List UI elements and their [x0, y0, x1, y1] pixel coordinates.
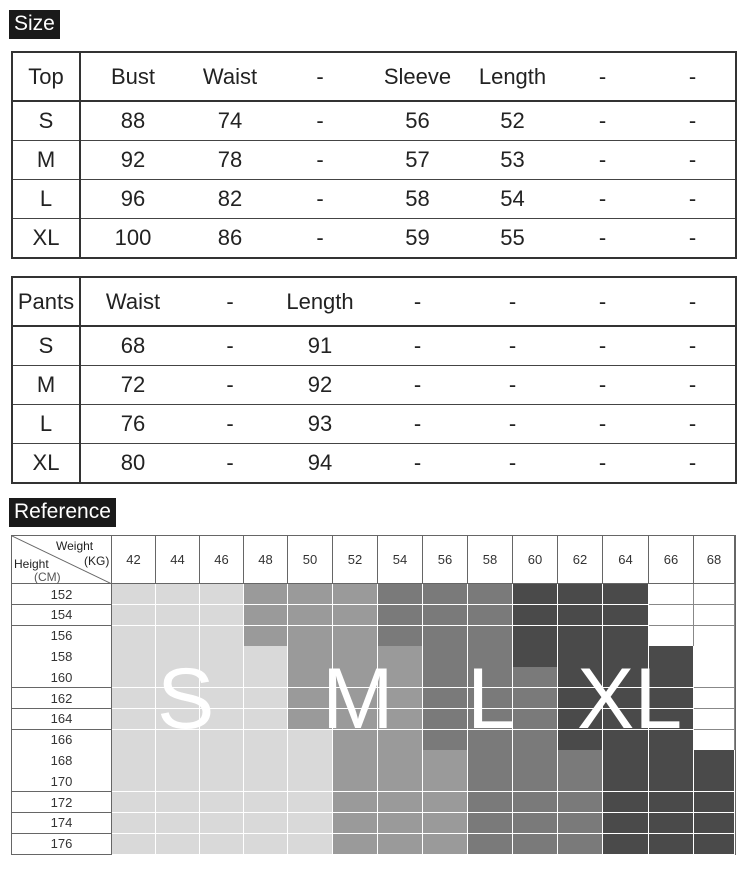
pants_table-row: [12, 444, 736, 484]
reference-cell-s: [200, 584, 244, 605]
top_table-header-cell: Bust: [80, 52, 185, 101]
reference-cell-l: [468, 605, 513, 626]
top_table-row: [12, 219, 736, 259]
top_table-value-cell: -: [555, 101, 650, 141]
reference-cell-l: [513, 667, 558, 688]
top_table-size-cell: S: [12, 101, 80, 141]
reference-cell-l: [468, 834, 513, 855]
reference-cell-m: [333, 584, 378, 605]
pants_table-value-cell: -: [555, 444, 650, 484]
top_table-value-cell: -: [555, 180, 650, 219]
reference-cell-xl: [603, 792, 649, 813]
reference-cell-s: [288, 792, 333, 813]
reference-cell-blank: [694, 605, 735, 626]
height-header-cell: 170: [12, 771, 112, 792]
reference-cell-l: [558, 813, 603, 834]
top_table-header-cell: Sleeve: [365, 52, 470, 101]
reference-cell-m: [423, 792, 468, 813]
reference-cell-l: [513, 709, 558, 730]
reference-cell-m: [423, 834, 468, 855]
reference-cell-xl: [649, 834, 694, 855]
weight-header-cell: 42: [112, 536, 156, 584]
weight-header-cell: 64: [603, 536, 649, 584]
height-header-cell: 158: [12, 646, 112, 667]
weight-header-cell: 58: [468, 536, 513, 584]
reference-cell-s: [200, 626, 244, 647]
reference-cell-s: [200, 750, 244, 771]
reference-cell-m: [333, 834, 378, 855]
height-axis-label: Height: [14, 557, 49, 571]
reference-cell-xl: [603, 834, 649, 855]
weight-axis-label: Weight: [56, 539, 94, 553]
reference-cell-l: [423, 667, 468, 688]
pants_table-value-cell: 91: [275, 326, 365, 366]
reference-cell-s: [112, 771, 156, 792]
size-zone-label-l: L: [467, 651, 515, 747]
reference-cell-s: [244, 667, 288, 688]
pants_table-value-cell: -: [555, 326, 650, 366]
height-header-cell: 174: [12, 813, 112, 834]
reference-cell-m: [378, 771, 423, 792]
weight-unit-label: (KG): [84, 554, 110, 568]
reference-cell-xl: [694, 750, 735, 771]
top_table-value-cell: -: [650, 180, 736, 219]
pants-size-table: [11, 276, 737, 484]
reference-cell-s: [112, 730, 156, 751]
top_table-value-cell: 56: [365, 101, 470, 141]
top_table-size-cell: XL: [12, 219, 80, 259]
pants_table-header-row: [12, 277, 736, 326]
reference-cell-xl: [649, 771, 694, 792]
pants_table-header-cell: Length: [275, 277, 365, 326]
size-reference-chart: [11, 535, 736, 855]
reference-cell-xl: [603, 750, 649, 771]
reference-cell-s: [244, 813, 288, 834]
reference-cell-l: [513, 771, 558, 792]
reference-cell-s: [200, 792, 244, 813]
reference-cell-xl: [513, 584, 558, 605]
pants_table-value-cell: -: [555, 366, 650, 405]
size-section-label: Size: [9, 10, 60, 39]
weight-header-cell: 54: [378, 536, 423, 584]
weight-header-cell: 52: [333, 536, 378, 584]
pants_table-value-cell: -: [470, 326, 555, 366]
reference-cell-xl: [603, 813, 649, 834]
reference-cell-l: [513, 688, 558, 709]
height-header-cell: 166: [12, 730, 112, 751]
reference-cell-m: [333, 605, 378, 626]
reference-cell-xl: [694, 792, 735, 813]
reference-cell-xl: [649, 750, 694, 771]
reference-cell-l: [423, 688, 468, 709]
reference-cell-s: [156, 792, 200, 813]
reference-cell-m: [288, 605, 333, 626]
reference-cell-blank: [649, 584, 694, 605]
top_table-value-cell: 100: [80, 219, 185, 259]
reference-cell-s: [244, 792, 288, 813]
pants_table-value-cell: -: [650, 405, 736, 444]
reference-cell-s: [244, 750, 288, 771]
reference-cell-s: [244, 646, 288, 667]
reference-cell-l: [468, 813, 513, 834]
pants_table-value-cell: 92: [275, 366, 365, 405]
reference-cell-xl: [603, 584, 649, 605]
reference-cell-l: [513, 813, 558, 834]
reference-cell-s: [200, 813, 244, 834]
reference-cell-xl: [558, 626, 603, 647]
top_table-header-cell: Waist: [185, 52, 275, 101]
reference-cell-xl: [649, 792, 694, 813]
top_table-value-cell: 78: [185, 141, 275, 180]
pants_table-row: [12, 326, 736, 366]
reference-cell-m: [288, 584, 333, 605]
top_table-value-cell: -: [650, 141, 736, 180]
top_table-value-cell: 59: [365, 219, 470, 259]
reference-cell-m: [333, 792, 378, 813]
reference-cell-s: [288, 771, 333, 792]
top_table-value-cell: -: [275, 180, 365, 219]
reference-cell-s: [112, 584, 156, 605]
weight-header-cell: 66: [649, 536, 694, 584]
reference-cell-m: [333, 626, 378, 647]
reference-cell-l: [423, 730, 468, 751]
top_table-value-cell: 58: [365, 180, 470, 219]
reference-cell-s: [156, 813, 200, 834]
top_table-header-cell: -: [555, 52, 650, 101]
reference-cell-l: [378, 584, 423, 605]
reference-cell-s: [244, 709, 288, 730]
pants_table-header-cell: -: [365, 277, 470, 326]
top_table-value-cell: -: [275, 219, 365, 259]
pants_table-size-cell: XL: [12, 444, 80, 484]
reference-cell-blank: [694, 730, 735, 751]
pants_table-size-cell: M: [12, 366, 80, 405]
size-zone-label-s: S: [157, 651, 215, 747]
reference-cell-s: [112, 709, 156, 730]
pants_table-value-cell: 68: [80, 326, 185, 366]
pants_table-value-cell: 76: [80, 405, 185, 444]
reference-cell-s: [288, 834, 333, 855]
top_table-size-cell: M: [12, 141, 80, 180]
top_table-value-cell: 57: [365, 141, 470, 180]
top_table-value-cell: -: [650, 101, 736, 141]
reference-cell-l: [468, 750, 513, 771]
reference-cell-blank: [694, 709, 735, 730]
weight-header-cell: 48: [244, 536, 288, 584]
reference-cell-xl: [558, 605, 603, 626]
reference-cell-m: [378, 750, 423, 771]
reference-cell-s: [288, 813, 333, 834]
reference-cell-s: [200, 771, 244, 792]
reference-cell-xl: [513, 626, 558, 647]
top-size-table: [11, 51, 737, 259]
reference-cell-blank: [649, 626, 694, 647]
reference-cell-s: [244, 771, 288, 792]
top_table-value-cell: 86: [185, 219, 275, 259]
reference-cell-m: [423, 771, 468, 792]
reference-cell-l: [423, 605, 468, 626]
pants_table-row: [12, 366, 736, 405]
reference-cell-l: [423, 584, 468, 605]
reference-cell-m: [378, 834, 423, 855]
pants_table-value-cell: -: [365, 326, 470, 366]
reference-cell-s: [156, 771, 200, 792]
pants_table-value-cell: -: [185, 326, 275, 366]
pants_table-value-cell: -: [470, 444, 555, 484]
reference-cell-blank: [694, 667, 735, 688]
pants_table-value-cell: -: [185, 366, 275, 405]
reference-cell-xl: [558, 584, 603, 605]
reference-cell-s: [200, 834, 244, 855]
reference-cell-xl: [694, 813, 735, 834]
reference-cell-s: [156, 584, 200, 605]
height-header-cell: 168: [12, 750, 112, 771]
pants_table-value-cell: -: [650, 366, 736, 405]
reference-cell-l: [513, 834, 558, 855]
reference-cell-l: [558, 750, 603, 771]
reference-cell-blank: [694, 688, 735, 709]
reference-cell-l: [558, 771, 603, 792]
pants_table-value-cell: -: [365, 366, 470, 405]
top_table-value-cell: -: [650, 219, 736, 259]
reference-cell-m: [288, 626, 333, 647]
pants_table-value-cell: 80: [80, 444, 185, 484]
reference-cell-l: [558, 834, 603, 855]
weight-header-cell: 62: [558, 536, 603, 584]
pants_table-header-cell: -: [555, 277, 650, 326]
reference-cell-s: [112, 626, 156, 647]
reference-cell-s: [112, 813, 156, 834]
reference-cell-s: [112, 605, 156, 626]
pants_table-header-cell: -: [470, 277, 555, 326]
top_table-size-cell: L: [12, 180, 80, 219]
height-header-cell: 156: [12, 626, 112, 647]
top_table-value-cell: 74: [185, 101, 275, 141]
reference-cell-s: [156, 626, 200, 647]
reference-cell-l: [468, 792, 513, 813]
reference-cell-m: [378, 813, 423, 834]
top_table-header-cell: Length: [470, 52, 555, 101]
top_table-row: [12, 141, 736, 180]
pants_table-value-cell: -: [470, 405, 555, 444]
reference-cell-blank: [694, 626, 735, 647]
pants_table-value-cell: -: [365, 444, 470, 484]
height-header-cell: 176: [12, 834, 112, 855]
pants_table-value-cell: -: [470, 366, 555, 405]
top_table-value-cell: -: [275, 101, 365, 141]
height-header-cell: 164: [12, 709, 112, 730]
top_table-header-cell: Top: [12, 52, 80, 101]
reference-cell-m: [333, 813, 378, 834]
size-zone-label-m: M: [322, 651, 394, 747]
reference-cell-s: [112, 750, 156, 771]
pants_table-header-cell: -: [185, 277, 275, 326]
reference-cell-l: [558, 792, 603, 813]
reference-cell-s: [156, 750, 200, 771]
height-unit-label: (CM): [34, 570, 61, 584]
pants_table-value-cell: -: [185, 444, 275, 484]
pants_table-header-cell: Waist: [80, 277, 185, 326]
height-header-cell: 154: [12, 605, 112, 626]
reference-cell-l: [378, 626, 423, 647]
reference-cell-xl: [649, 813, 694, 834]
pants_table-value-cell: -: [650, 326, 736, 366]
reference-section-label: Reference: [9, 498, 116, 527]
pants_table-row: [12, 405, 736, 444]
pants_table-value-cell: -: [650, 444, 736, 484]
pants_table-header-cell: Pants: [12, 277, 80, 326]
pants_table-value-cell: -: [365, 405, 470, 444]
reference-cell-s: [112, 792, 156, 813]
reference-cell-s: [112, 688, 156, 709]
reference-cell-xl: [603, 605, 649, 626]
reference-cell-l: [423, 709, 468, 730]
weight-header-cell: 50: [288, 536, 333, 584]
reference-cell-xl: [513, 605, 558, 626]
reference-cell-l: [468, 626, 513, 647]
height-header-cell: 160: [12, 667, 112, 688]
pants_table-size-cell: S: [12, 326, 80, 366]
reference-cell-l: [513, 730, 558, 751]
weight-header-cell: 68: [694, 536, 735, 584]
reference-cell-s: [112, 646, 156, 667]
pants_table-value-cell: 93: [275, 405, 365, 444]
weight-header-cell: 44: [156, 536, 200, 584]
reference-cell-m: [423, 750, 468, 771]
size-zone-label-xl: XL: [577, 651, 683, 747]
reference-cell-xl: [513, 646, 558, 667]
top_table-row: [12, 101, 736, 141]
top_table-header-cell: -: [275, 52, 365, 101]
reference-cell-m: [378, 792, 423, 813]
pants_table-size-cell: L: [12, 405, 80, 444]
reference-cell-s: [288, 750, 333, 771]
top_table-value-cell: 54: [470, 180, 555, 219]
reference-cell-blank: [694, 646, 735, 667]
top_table-value-cell: 52: [470, 101, 555, 141]
top_table-value-cell: 53: [470, 141, 555, 180]
height-header-cell: 172: [12, 792, 112, 813]
pants_table-value-cell: 72: [80, 366, 185, 405]
reference-cell-m: [244, 605, 288, 626]
top_table-header-cell: -: [650, 52, 736, 101]
reference-cell-l: [378, 605, 423, 626]
reference-cell-m: [333, 771, 378, 792]
reference-cell-s: [244, 688, 288, 709]
reference-cell-s: [112, 667, 156, 688]
weight-header-cell: 46: [200, 536, 244, 584]
reference-cell-s: [112, 834, 156, 855]
reference-cell-xl: [603, 771, 649, 792]
reference-cell-m: [333, 750, 378, 771]
top_table-value-cell: -: [275, 141, 365, 180]
weight-header-cell: 60: [513, 536, 558, 584]
pants_table-value-cell: 94: [275, 444, 365, 484]
reference-cell-m: [244, 584, 288, 605]
reference-cell-s: [156, 605, 200, 626]
top_table-header-row: [12, 52, 736, 101]
reference-cell-l: [513, 792, 558, 813]
reference-cell-s: [156, 834, 200, 855]
top_table-value-cell: -: [555, 219, 650, 259]
reference-cell-s: [200, 605, 244, 626]
top_table-value-cell: 88: [80, 101, 185, 141]
top_table-row: [12, 180, 736, 219]
pants_table-value-cell: -: [185, 405, 275, 444]
reference-cell-l: [468, 584, 513, 605]
reference-cell-s: [244, 834, 288, 855]
pants_table-header-cell: -: [650, 277, 736, 326]
reference-cell-l: [468, 771, 513, 792]
reference-cell-m: [244, 626, 288, 647]
reference-cell-blank: [694, 584, 735, 605]
reference-cell-l: [513, 750, 558, 771]
reference-cell-l: [423, 646, 468, 667]
height-header-cell: 152: [12, 584, 112, 605]
reference-cell-s: [244, 730, 288, 751]
reference-cell-m: [423, 813, 468, 834]
pants_table-value-cell: -: [555, 405, 650, 444]
top_table-value-cell: 96: [80, 180, 185, 219]
height-header-cell: 162: [12, 688, 112, 709]
reference-cell-l: [423, 626, 468, 647]
reference-cell-xl: [603, 626, 649, 647]
top_table-value-cell: 82: [185, 180, 275, 219]
reference-cell-xl: [694, 834, 735, 855]
top_table-value-cell: 92: [80, 141, 185, 180]
top_table-value-cell: -: [555, 141, 650, 180]
top_table-value-cell: 55: [470, 219, 555, 259]
reference-cell-blank: [649, 605, 694, 626]
reference-cell-xl: [694, 771, 735, 792]
weight-header-cell: 56: [423, 536, 468, 584]
